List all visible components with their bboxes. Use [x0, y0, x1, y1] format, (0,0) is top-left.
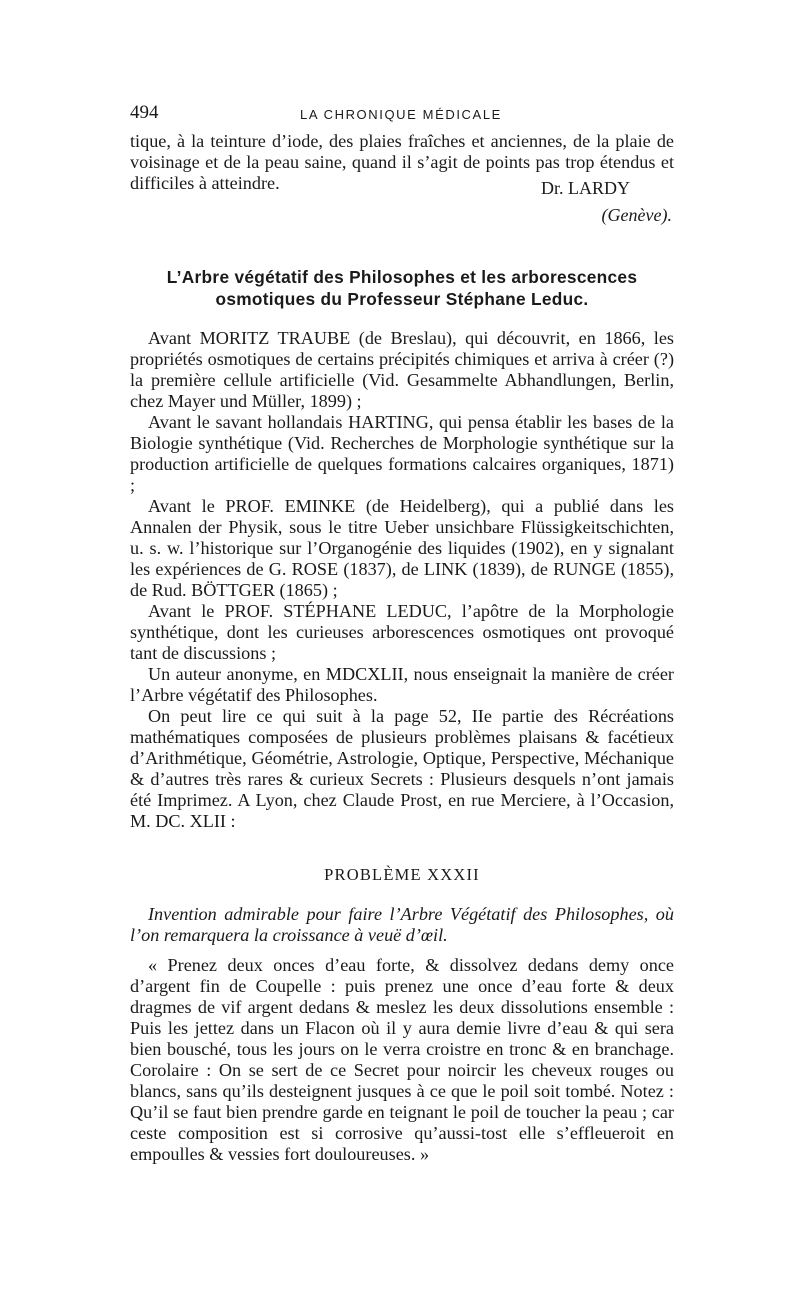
article-title-line-1: L’Arbre végétatif des Philosophes et les arborescences [166, 267, 638, 287]
problem-subtitle: Invention admirable pour faire l’Arbre Végétatif des Philosophes, où l’on remarquera la croissance à veuë d’œil. [130, 904, 674, 945]
paragraph-eminke: Avant le PROF. EMINKE (de Heidelberg), qui a publié dans les Annalen der Physik, sous le titre Ueber unsichbare Flüssigkeitschichten, u. s. w. l’historique sur l’Organogénie des liquides (1902), en y signalant les expériences de G. ROSE (1837), de LINK (1839), de RUNGE (1855), de Rud. BÖTTGER (1865) ; [130, 496, 674, 600]
page-number: 494 [130, 102, 159, 123]
document-page [130, 96, 674, 1165]
recipe-quote: « Prenez deux onces d’eau forte, & dissolvez dedans demy once d’argent fin de Coupelle : puis prenez une once d’eau forte & deux dragmes de vif argent dedans & meslez les deux dissolutions ensemble : Puis les jettez dans un Flacon où il y aura demie livre d’eau & qui sera bien bousché, tous les jours on le verra croistre en tronc & en branchage. Corolaire : On se sert de ce Secret pour noircir les cheveux rouges ou blancs, sans qu’ils desteignent jusques à ce que le poil soit tombé. Notez : Qu’il se faut bien prendre garde en teignant le poil de toucher la peau ; car ceste composition est si corrosive qu’aussi-tost elle s’effleueroit en empoulles & vessies fort douloureuses. » [130, 955, 674, 1164]
article-body [130, 328, 674, 832]
signature-place: (Genève). [601, 205, 672, 225]
problem-heading: PROBLÈME XXXII [324, 865, 480, 884]
page-header [130, 96, 674, 122]
paragraph-leduc: Avant le PROF. STÉPHANE LEDUC, l’apôtre de la Morphologie synthétique, dont les curieuses arborescences osmotiques ont provoqué tant de discussions ; [130, 601, 674, 663]
paragraph-harting: Avant le savant hollandais HARTING, qui pensa établir les bases de la Biologie synthétique (Vid. Recherches de Morphologie synthétique sur la production artificielle de quelques formations calcaires organiques, 1871) ; [130, 412, 674, 495]
running-title: LA CHRONIQUE MÉDICALE [300, 107, 502, 122]
previous-article-text: tique, à la teinture d’iode, des plaies fraîches et anciennes, de la plaie de voisinage et de la peau saine, quand il s’agit de points pas trop étendus et difficiles à atteindre. [130, 131, 674, 193]
signature-name: Dr. LARDY [541, 178, 630, 198]
paragraph-traube: Avant MORITZ TRAUBE (de Breslau), qui découvrit, en 1866, les propriétés osmotiques de certains précipités chimiques et arriva à créer (?) la première cellule artificielle (Vid. Gesammelte Abhandlungen, Berlin, chez Mayer und Müller, 1899) ; [130, 328, 674, 411]
paragraph-recreations: On peut lire ce qui suit à la page 52, IIe partie des Récréations mathématiques composées de plusieurs problèmes plaisans & facétieux d’Arithmétique, Géométrie, Astrologie, Optique, Perspective, Méchanique & d’autres très rares & curieux Secrets : Plusieurs desquels n’ont jamais été Imprimez. A Lyon, chez Claude Prost, en rue Merciere, à l’Occasion, M. DC. XLII : [130, 706, 674, 831]
article-title-line-2: osmotiques du Professeur Stéphane Leduc. [215, 289, 589, 309]
article-title [130, 266, 674, 310]
signature [130, 178, 674, 236]
paragraph-anonymous: Un auteur anonyme, en MDCXLII, nous enseignait la manière de créer l’Arbre végétatif des Philosophes. [130, 664, 674, 705]
